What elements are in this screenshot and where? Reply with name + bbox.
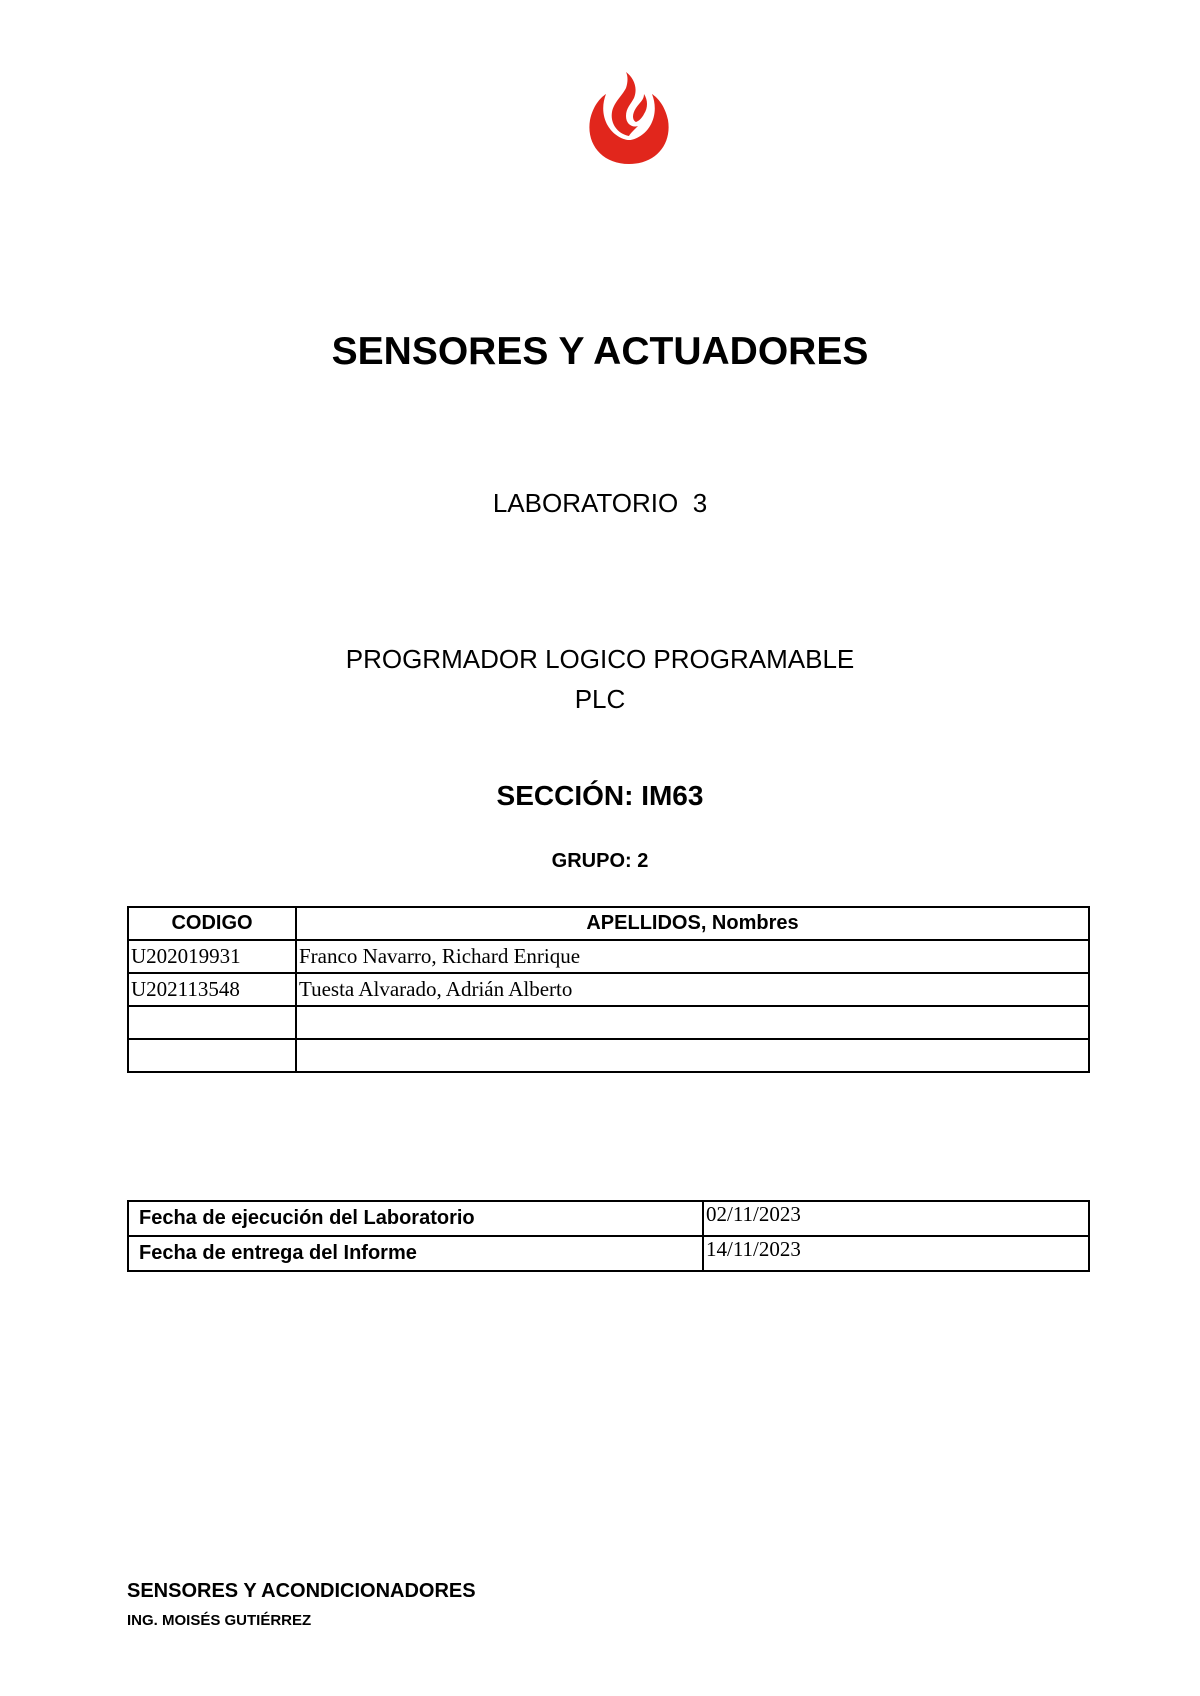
course-title: SENSORES Y ACTUADORES [331, 330, 869, 373]
footer-instructor: ING. MOISÉS GUTIÉRREZ [127, 1612, 312, 1629]
delivery-date-row [128, 1236, 1089, 1271]
execution-date-value: 02/11/2023 [703, 1201, 1089, 1236]
member-name [296, 1039, 1089, 1072]
member-name [296, 1006, 1089, 1039]
header-names: APELLIDOS, Nombres [296, 907, 1089, 940]
dates-table [127, 1200, 1090, 1272]
members-table [127, 906, 1090, 1073]
execution-date-row [128, 1201, 1089, 1236]
delivery-date-value: 14/11/2023 [703, 1236, 1089, 1271]
table-header-row [128, 907, 1089, 940]
lab-label: LABORATORIO 3 [492, 488, 708, 518]
table-row [128, 940, 1089, 973]
member-code: U202019931 [128, 940, 296, 973]
topic-line-2: PLC [574, 684, 626, 714]
topic-line-1: PROGRMADOR LOGICO PROGRAMABLE [345, 644, 855, 674]
member-name: Tuesta Alvarado, Adrián Alberto [296, 973, 1089, 1006]
upc-flame-logo-icon [582, 70, 676, 166]
delivery-date-label: Fecha de entrega del Informe [128, 1236, 703, 1271]
table-row [128, 973, 1089, 1006]
group-label: GRUPO: 2 [551, 850, 649, 872]
member-name: Franco Navarro, Richard Enrique [296, 940, 1089, 973]
member-code: U202113548 [128, 973, 296, 1006]
table-row [128, 1039, 1089, 1072]
table-row [128, 1006, 1089, 1039]
member-code [128, 1039, 296, 1072]
execution-date-label: Fecha de ejecución del Laboratorio [128, 1201, 703, 1236]
section-label: SECCIÓN: IM63 [496, 780, 704, 811]
member-code [128, 1006, 296, 1039]
footer-course-name: SENSORES Y ACONDICIONADORES [127, 1580, 476, 1602]
header-code: CODIGO [128, 907, 296, 940]
